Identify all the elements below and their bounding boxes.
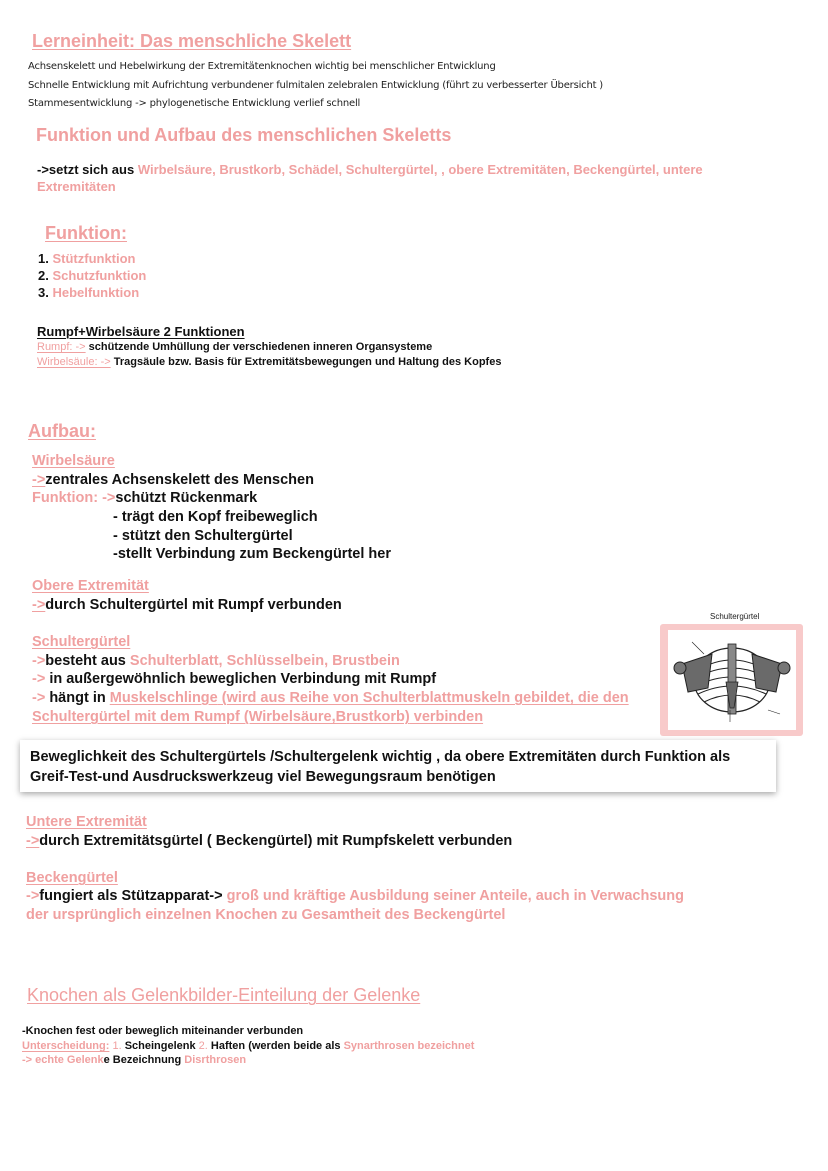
illustration-frame — [660, 624, 803, 736]
arrow: -> — [32, 671, 46, 687]
callout-line-1: Beweglichkeit des Schultergürtels /Schultergelenk wichtig , da obere Extremitäten durch Funktion als — [30, 749, 731, 765]
rumpf-text: schützende Umhüllung der verschiedenen inneren Organsysteme — [88, 341, 433, 353]
untere-line — [26, 833, 512, 849]
muskelschlinge: Muskelschlinge — [109, 690, 218, 706]
rumpf-line — [37, 341, 432, 353]
shoulder-girdle-illustration — [668, 630, 796, 730]
schulter-line-4 — [32, 709, 483, 725]
schulter-text: in außergewöhnlich beweglichen Verbindung mit Rumpf — [45, 671, 437, 687]
num-2: 2. — [195, 1040, 208, 1052]
parts-line-2: Extremitäten — [37, 179, 116, 194]
parts-list: Wirbelsäure, Brustkorb, Schädel, Schultergürtel, , obere Extremitäten, Beckengürtel, untere — [137, 162, 703, 177]
funktion-item-label: Hebelfunktion — [52, 285, 140, 300]
becken-heading: Beckengürtel — [26, 870, 118, 886]
haften: Haften (werden beide als — [207, 1040, 341, 1052]
rumpf-subheading: Rumpf+Wirbelsäure 2 Funktionen — [37, 324, 245, 339]
parts-arrow: ->setzt sich aus — [37, 162, 135, 177]
schulter-parts: Schulterblatt, Schlüsselbein, Brustbein — [129, 653, 400, 669]
wirbelsaeure-line-1 — [32, 472, 314, 488]
wirbelsaeule-label: Wirbelsäule: -> — [37, 356, 111, 368]
unterscheidung-label: Unterscheidung: — [22, 1040, 110, 1052]
funktion-first: schützt Rückenmark — [115, 490, 258, 506]
intro-note-3: Stammesentwicklung -> phylogenetische Entwicklung verlief schnell — [28, 98, 361, 109]
becken-line-2: der ursprünglich einzelnen Knochen zu Gesamtheit des Beckengürtel — [26, 907, 506, 923]
schulter-heading: Schultergürtel — [32, 634, 131, 650]
aufbau-heading: Aufbau: — [28, 421, 96, 441]
gelenke-line-1: -Knochen fest oder beweglich miteinander verbunden — [22, 1025, 304, 1037]
untere-text: durch Extremitätsgürtel ( Beckengürtel) mit Rumpfskelett verbunden — [39, 833, 513, 849]
wirbelsaeure-text: zentrales Achsenskelett des Menschen — [45, 472, 314, 488]
callout-line-2: Greif-Test-und Ausdruckswerkzeug viel Bewegungsraum benötigen — [30, 769, 496, 785]
funktion-item-2 — [38, 268, 146, 283]
arrow: -> — [32, 597, 46, 613]
funktion-label: Funktion: -> — [32, 490, 116, 506]
arrow: -> — [32, 653, 46, 669]
becken-desc: groß und kräftige Ausbildung seiner Anteile, auch in Verwachsung — [222, 888, 684, 904]
untere-heading: Untere Extremität — [26, 814, 147, 830]
schulter-text: besteht aus — [45, 653, 126, 669]
arrow: -> — [32, 472, 46, 488]
funktion-item-num: 3. — [38, 285, 49, 300]
funktion-item-1 — [38, 251, 136, 266]
intro-note-2: Schnelle Entwicklung mit Aufrichtung verbundener fulmitalen zelebralen Entwicklung (führt zu verbesserter Übersicht ) — [28, 80, 603, 91]
wirbelsaeure-bullet-3: -stellt Verbindung zum Beckengürtel her — [113, 546, 391, 562]
schulter-text: hängt in — [45, 690, 106, 706]
muskelschlinge-desc: (wird aus Reihe von Schulterblattmuskeln gebildet, die den — [217, 690, 629, 706]
rumpf-label: Rumpf: -> — [37, 341, 86, 353]
becken-line-1 — [26, 888, 684, 904]
obere-text: durch Schultergürtel mit Rumpf verbunden — [45, 597, 342, 613]
wirbelsaeule-text: Tragsäule bzw. Basis für Extremitätsbewegungen und Haltung des Kopfes — [113, 356, 502, 368]
funktion-item-label: Stützfunktion — [52, 251, 136, 266]
section-heading-function-structure: Funktion und Aufbau des menschlichen Skeletts — [36, 125, 452, 145]
arrow: -> — [32, 690, 46, 706]
funktion-item-num: 1. — [38, 251, 49, 266]
intro-note-1: Achsenskelett und Hebelwirkung der Extremitätenknochen wichtig bei menschlicher Entwicklung — [28, 61, 496, 72]
schulter-desc-end: verbinden — [409, 709, 484, 725]
gelenke-line-2 — [22, 1040, 474, 1052]
echte-gelenke: -> echte Gelenk — [22, 1054, 104, 1066]
schulter-line-2 — [32, 671, 436, 687]
obere-line — [32, 597, 342, 613]
disrthrosen: Disrthrosen — [181, 1054, 247, 1066]
becken-text: fungiert als Stützapparat-> — [39, 888, 223, 904]
wirbelsaeure-heading: Wirbelsäure — [32, 453, 115, 469]
funktion-item-num: 2. — [38, 268, 49, 283]
synarthrosen: Synarthrosen bezeichnet — [340, 1040, 475, 1052]
wirbelsaeure-funktion-line — [32, 490, 257, 506]
funktion-item-label: Schutzfunktion — [52, 268, 147, 283]
arrow: -> — [26, 888, 40, 904]
funktion-item-3 — [38, 285, 139, 300]
scheingelenk: Scheingelenk — [121, 1040, 196, 1052]
schulter-line-3 — [32, 690, 629, 706]
wirbelsaeule-line — [37, 356, 501, 368]
obere-heading: Obere Extremität — [32, 578, 149, 594]
funktion-heading: Funktion: — [45, 223, 127, 243]
gelenke-line-3 — [22, 1054, 246, 1066]
page-title: Lerneinheit: Das menschliche Skelett — [32, 31, 352, 51]
illustration-title: Schultergürtel — [710, 612, 760, 621]
bezeichnung: e Bezeichnung — [103, 1054, 182, 1066]
callout-box — [20, 740, 776, 792]
wirbelsaeure-bullet-2: - stützt den Schultergürtel — [113, 528, 293, 544]
arrow: -> — [26, 833, 40, 849]
gelenke-heading: Knochen als Gelenkbilder-Einteilung der Gelenke — [27, 985, 421, 1005]
wirbelsaeure-bullet-1: - trägt den Kopf freibeweglich — [113, 509, 318, 525]
schulter-desc: Schultergürtel mit dem Rumpf (Wirbelsäure,Brustkorb) — [32, 709, 410, 725]
skeleton-drawing — [668, 630, 796, 730]
parts-line-1 — [37, 162, 703, 177]
schulter-line-1 — [32, 653, 400, 669]
num-1: 1. — [109, 1040, 122, 1052]
